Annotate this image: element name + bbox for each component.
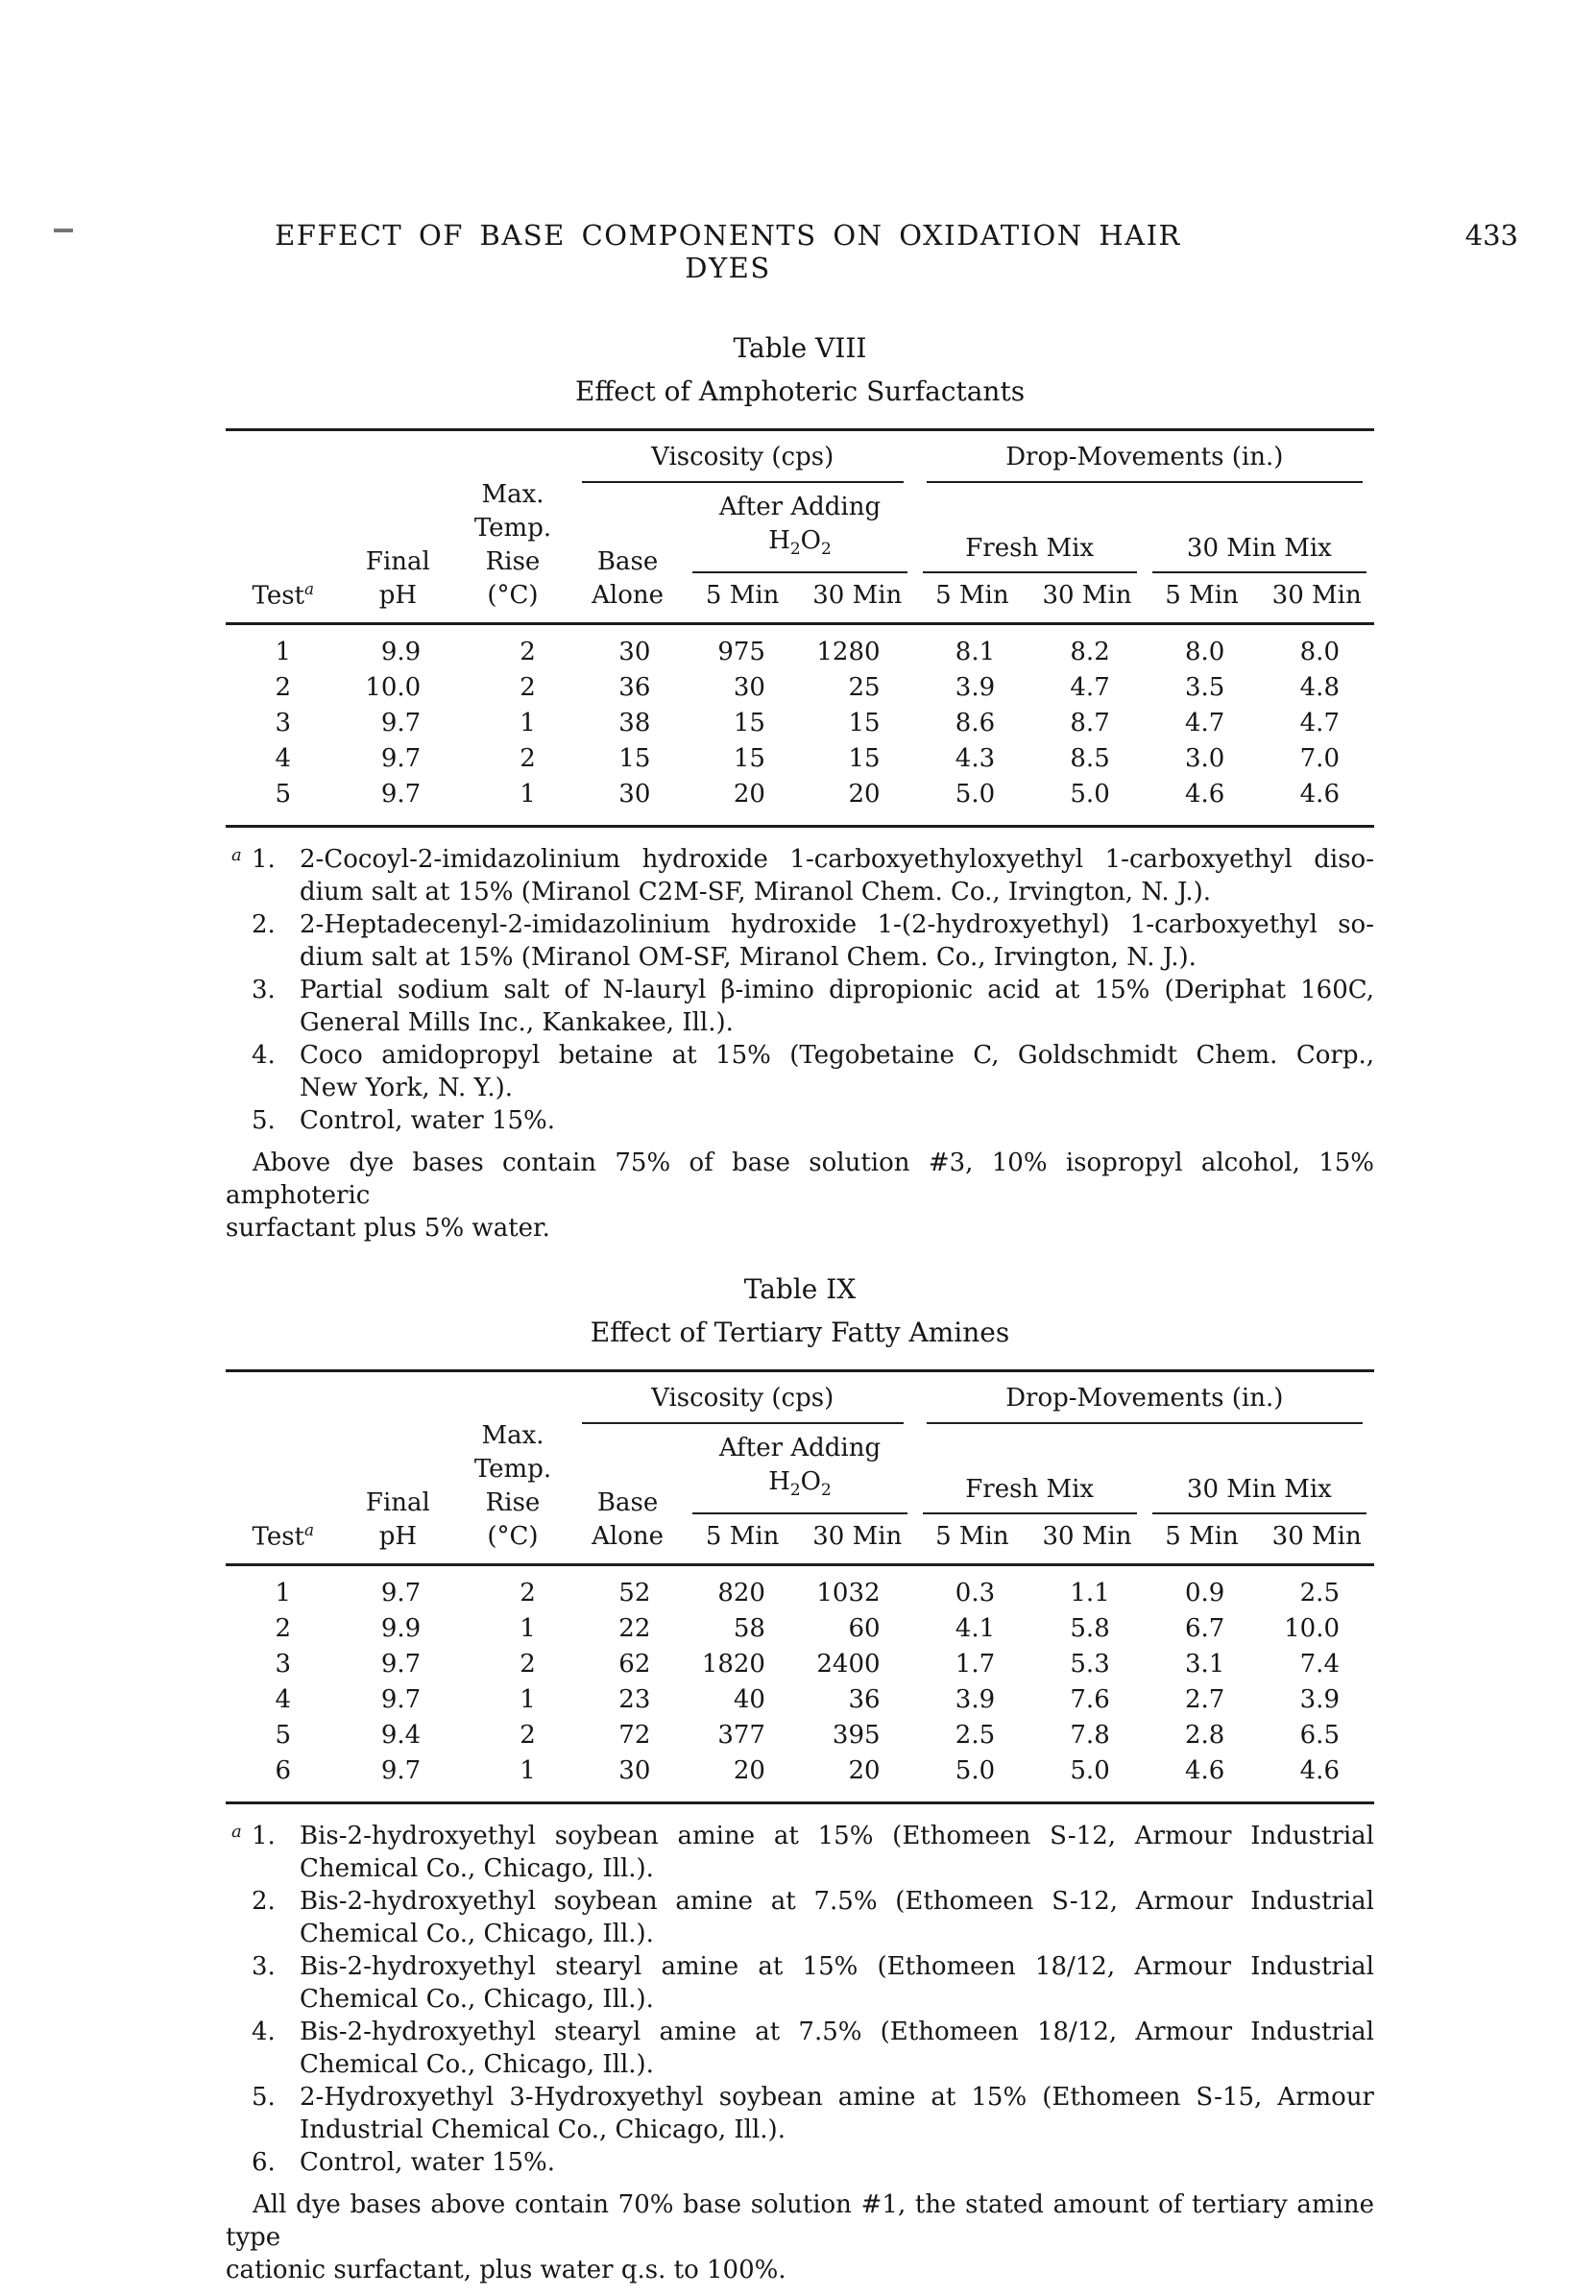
cell: 5 (275, 1721, 292, 1751)
cell: 7.4 (1299, 1650, 1340, 1680)
footnote-number: 2. (252, 1887, 276, 1917)
col-header-30mix-5min: 5 Min (1145, 573, 1260, 624)
col-header-final-ph: Final pH (341, 1371, 456, 1565)
table-row (226, 1647, 1374, 1682)
cell: 4.7 (1299, 709, 1340, 738)
cell: 60 (848, 1614, 881, 1644)
cell: 23 (618, 1685, 651, 1715)
cell: 2400 (816, 1650, 881, 1680)
footnote (226, 2146, 1374, 2179)
cell: 9.7 (380, 1579, 422, 1608)
col-header-visc-5min: 5 Min (685, 1514, 800, 1565)
cell: 4 (275, 744, 292, 774)
cell: 22 (618, 1614, 651, 1644)
table-ix (226, 1369, 1374, 1804)
cell: 2.7 (1184, 1685, 1225, 1715)
cell: 0.9 (1184, 1579, 1225, 1608)
cell: 9.9 (380, 638, 422, 667)
cell: 377 (717, 1721, 765, 1751)
cell: 8.0 (1299, 638, 1340, 667)
cell: 72 (618, 1721, 651, 1751)
cell: 2.8 (1184, 1721, 1225, 1751)
table-ix-subtitle: Effect of Tertiary Fatty Amines (590, 1317, 1010, 1349)
table-viii-note (226, 1147, 1374, 1245)
cell: 15 (618, 744, 651, 774)
group-header-drop-movements: Drop-Movements (in.) (915, 430, 1374, 484)
running-head-title: EFFECT OF BASE COMPONENTS ON OXIDATION HAIR DYES (275, 219, 1181, 284)
cell: 15 (733, 744, 765, 774)
subgroup-30-min-mix: 30 Min Mix (1145, 483, 1374, 573)
cell: 1280 (816, 638, 881, 667)
cell: 38 (618, 709, 651, 738)
cell: 2 (520, 1721, 536, 1751)
cell: 975 (717, 638, 765, 667)
footnote-number: 1. (252, 845, 276, 875)
table-ix-title: Table IX (743, 1273, 857, 1306)
footnote-line: Bis-2-hydroxyethyl stearyl amine at 7.5% (Ethomeen 18/12, Armour Industrial (300, 2018, 1374, 2047)
cell: 25 (848, 673, 881, 703)
cell: 6.7 (1184, 1614, 1225, 1644)
table-viii-subtitle: Effect of Amphoteric Surfactants (574, 375, 1026, 407)
col-header-base-alone: Base Alone (570, 483, 686, 624)
col-header-base-alone: Base Alone (570, 1424, 686, 1565)
footnote-line: 2-Heptadecenyl-2-imidazolinium hydroxide 1-(2-hydroxyethyl) 1-carboxyethyl so- (300, 910, 1374, 940)
footnote-number: 3. (252, 1952, 276, 1982)
cell: 3.9 (955, 1685, 996, 1715)
footnote (226, 2016, 1374, 2081)
cell: 8.0 (1184, 638, 1225, 667)
cell: 1 (520, 780, 536, 810)
footnote-marker: a (231, 1822, 242, 1843)
col-header-visc-5min: 5 Min (685, 573, 800, 624)
cell: 4.7 (1184, 709, 1225, 738)
cell: 4.6 (1299, 1756, 1340, 1786)
note-line: cationic surfactant, plus water q.s. to 100%. (226, 2256, 786, 2285)
cell: 15 (848, 709, 881, 738)
cell: 62 (618, 1650, 651, 1680)
cell: 10.0 (365, 673, 422, 703)
cell: 9.7 (380, 1685, 422, 1715)
table-row (226, 777, 1374, 827)
cell: 2 (520, 1650, 536, 1680)
group-header-viscosity: Viscosity (cps) (570, 1371, 915, 1425)
cell: 5.3 (1070, 1650, 1110, 1680)
note-line: Above dye bases contain 75% of base solution #3, 10% isopropyl alcohol, 15% amphoteric (226, 1148, 1374, 1211)
footnote-number: 4. (252, 1041, 276, 1071)
cell: 15 (848, 744, 881, 774)
footnote-line: Bis-2-hydroxyethyl soybean amine at 7.5% (Ethomeen S-12, Armour Industrial (300, 1887, 1374, 1917)
subgroup-30-min-mix: 30 Min Mix (1145, 1424, 1374, 1514)
footnote (226, 974, 1374, 1039)
cell: 3.9 (1299, 1685, 1340, 1715)
cell: 58 (733, 1614, 765, 1644)
cell: 20 (733, 780, 765, 810)
cell: 7.0 (1299, 744, 1340, 774)
cell: 9.7 (380, 780, 422, 810)
cell: 4.6 (1184, 1756, 1225, 1786)
cell: 2 (520, 744, 536, 774)
table-viii-footnotes (226, 843, 1374, 1137)
cell: 5.0 (955, 1756, 996, 1786)
cell: 52 (618, 1579, 651, 1608)
cell: 36 (618, 673, 651, 703)
running-head (226, 219, 1518, 284)
cell: 1.1 (1070, 1579, 1110, 1608)
cell: 30 (733, 673, 765, 703)
footnote-line: Coco amidopropyl betaine at 15% (Tegobetaine C, Goldschmidt Chem. Corp., (300, 1041, 1374, 1071)
cell: 1032 (816, 1579, 881, 1608)
footnote-line: General Mills Inc., Kankakee, Ill.). (300, 1008, 734, 1038)
footnote-line: Control, water 15%. (300, 2148, 556, 2178)
cell: 9.7 (380, 709, 422, 738)
scan-stray-mark (54, 229, 73, 232)
footnote-line: Chemical Co., Chicago, Ill.). (300, 1920, 654, 1949)
footnote (226, 1950, 1374, 2016)
table-row (226, 1718, 1374, 1753)
note-line: surfactant plus 5% water. (226, 1214, 550, 1244)
footnote-number: 5. (252, 2083, 276, 2113)
cell: 8.7 (1070, 709, 1110, 738)
subgroup-fresh-mix: Fresh Mix (915, 483, 1145, 573)
table-viii-section (226, 332, 1374, 1245)
cell: 2 (520, 673, 536, 703)
table-ix-body (226, 1565, 1374, 1803)
col-header-30mix-5min: 5 Min (1145, 1514, 1260, 1565)
cell: 4.7 (1070, 673, 1110, 703)
cell: 4.8 (1299, 673, 1340, 703)
col-header-30mix-30min: 30 Min (1259, 1514, 1374, 1565)
table-row (226, 1611, 1374, 1647)
footnote-number: 2. (252, 910, 276, 940)
cell: 9.7 (380, 1756, 422, 1786)
col-header-fresh-30min: 30 Min (1029, 1514, 1145, 1565)
cell: 1 (520, 709, 536, 738)
footnote (226, 843, 1374, 908)
footnote-line: 2-Cocoyl-2-imidazolinium hydroxide 1-carboxyethyloxyethyl 1-carboxyethyl diso- (300, 845, 1374, 875)
table-row (226, 1682, 1374, 1718)
col-header-fresh-30min: 30 Min (1029, 573, 1145, 624)
cell: 5 (275, 780, 292, 810)
group-header-drop-movements: Drop-Movements (in.) (915, 1371, 1374, 1425)
cell: 5.0 (1070, 780, 1110, 810)
cell: 2 (520, 1579, 536, 1608)
footnote (226, 2081, 1374, 2146)
subgroup-fresh-mix: Fresh Mix (915, 1424, 1145, 1514)
footnote-line: Industrial Chemical Co., Chicago, Ill.). (300, 2115, 786, 2145)
footnote-line: Chemical Co., Chicago, Ill.). (300, 2050, 654, 2080)
table-ix-note (226, 2188, 1374, 2286)
table-viii-title: Table VIII (733, 332, 867, 364)
table-ix-header (226, 1371, 1374, 1565)
cell: 0.3 (955, 1579, 996, 1608)
cell: 40 (733, 1685, 765, 1715)
col-header-test: Test$^a$ (226, 1371, 341, 1565)
subgroup-after-adding-h2o2: After Adding $H_2O_2$ (685, 1424, 914, 1514)
cell: 4.1 (955, 1614, 996, 1644)
footnote-line: dium salt at 15% (Miranol C2M-SF, Miranol Chem. Co., Irvington, N. J.). (300, 878, 1212, 907)
footnote-line: Chemical Co., Chicago, Ill.). (300, 1854, 654, 1884)
cell: 3.9 (955, 673, 996, 703)
table-viii (226, 428, 1374, 828)
table-viii-header (226, 430, 1374, 624)
cell: 9.4 (380, 1721, 422, 1751)
page-number: 433 (1464, 219, 1518, 252)
footnote-line: Control, water 15%. (300, 1106, 556, 1136)
cell: 9.9 (380, 1614, 422, 1644)
cell: 2 (275, 673, 292, 703)
cell: 2 (275, 1614, 292, 1644)
footnote-line: dium salt at 15% (Miranol OM-SF, Miranol Chem. Co., Irvington, N. J.). (300, 943, 1197, 973)
cell: 5.8 (1070, 1614, 1110, 1644)
cell: 3 (275, 709, 292, 738)
cell: 1820 (701, 1650, 765, 1680)
note-line: All dye bases above contain 70% base solution #1, the stated amount of tertiary amine type (226, 2190, 1374, 2253)
table-row (226, 624, 1374, 671)
cell: 4.6 (1299, 780, 1340, 810)
cell: 2 (520, 638, 536, 667)
col-header-test: Test$^a$ (226, 430, 341, 624)
cell: 30 (618, 1756, 651, 1786)
cell: 1 (275, 638, 292, 667)
footnote-line: Bis-2-hydroxyethyl stearyl amine at 15% (Ethomeen 18/12, Armour Industrial (300, 1952, 1374, 1982)
cell: 2.5 (955, 1721, 996, 1751)
cell: 3 (275, 1650, 292, 1680)
footnote-number: 6. (252, 2148, 276, 2178)
cell: 4 (275, 1685, 292, 1715)
col-header-visc-30min: 30 Min (800, 1514, 915, 1565)
cell: 1 (520, 1685, 536, 1715)
cell: 20 (733, 1756, 765, 1786)
col-header-final-ph: Final pH (341, 430, 456, 624)
cell: 20 (848, 1756, 881, 1786)
col-header-max-temp-rise: Max. Temp. Rise (°C) (455, 430, 570, 624)
cell: 20 (848, 780, 881, 810)
cell: 7.8 (1070, 1721, 1110, 1751)
cell: 36 (848, 1685, 881, 1715)
footnote-number: 4. (252, 2018, 276, 2047)
cell: 10.0 (1284, 1614, 1340, 1644)
cell: 8.6 (955, 709, 996, 738)
cell: 7.6 (1070, 1685, 1110, 1715)
cell: 820 (717, 1579, 765, 1608)
footnote (226, 908, 1374, 974)
col-header-30mix-30min: 30 Min (1259, 573, 1374, 624)
cell: 1 (275, 1579, 292, 1608)
cell: 1 (520, 1614, 536, 1644)
footnote (226, 1820, 1374, 1885)
cell: 8.1 (955, 638, 996, 667)
cell: 9.7 (380, 744, 422, 774)
cell: 1.7 (955, 1650, 996, 1680)
table-row (226, 706, 1374, 741)
footnote-number: 1. (252, 1822, 276, 1851)
footnote-number: 5. (252, 1106, 276, 1136)
cell: 4.3 (955, 744, 996, 774)
cell: 3.1 (1184, 1650, 1225, 1680)
footnote-number: 3. (252, 976, 276, 1005)
table-row (226, 1565, 1374, 1612)
table-row (226, 670, 1374, 706)
footnote-marker: a (231, 845, 242, 866)
subgroup-after-adding-h2o2: After Adding $H_2O_2$ (685, 483, 914, 573)
footnote-line: Bis-2-hydroxyethyl soybean amine at 15% (Ethomeen S-12, Armour Industrial (300, 1822, 1374, 1851)
footnote (226, 1104, 1374, 1137)
table-viii-body (226, 624, 1374, 827)
cell: 3.5 (1184, 673, 1225, 703)
cell: 1 (520, 1756, 536, 1786)
cell: 8.5 (1070, 744, 1110, 774)
cell: 8.2 (1070, 638, 1110, 667)
cell: 5.0 (1070, 1756, 1110, 1786)
col-header-fresh-5min: 5 Min (915, 1514, 1030, 1565)
footnote-line: 2-Hydroxyethyl 3-Hydroxyethyl soybean amine at 15% (Ethomeen S-15, Armour (300, 2083, 1374, 2113)
cell: 395 (832, 1721, 881, 1751)
cell: 3.0 (1184, 744, 1225, 774)
table-row (226, 741, 1374, 777)
cell: 4.6 (1184, 780, 1225, 810)
col-header-fresh-5min: 5 Min (915, 573, 1030, 624)
page-content (226, 219, 1518, 2286)
cell: 9.7 (380, 1650, 422, 1680)
table-ix-section (226, 1273, 1374, 2286)
footnote-line: Chemical Co., Chicago, Ill.). (300, 1985, 654, 2015)
cell: 30 (618, 638, 651, 667)
footnote-line: New York, N. Y.). (300, 1074, 514, 1103)
cell: 2.5 (1299, 1579, 1340, 1608)
cell: 6 (275, 1756, 292, 1786)
footnote (226, 1039, 1374, 1104)
col-header-visc-30min: 30 Min (800, 573, 915, 624)
table-ix-footnotes (226, 1820, 1374, 2179)
cell: 30 (618, 780, 651, 810)
cell: 6.5 (1299, 1721, 1340, 1751)
cell: 5.0 (955, 780, 996, 810)
table-row (226, 1753, 1374, 1803)
footnote-line: Partial sodium salt of N-lauryl β-imino dipropionic acid at 15% (Deriphat 160C, (300, 976, 1374, 1005)
cell: 15 (733, 709, 765, 738)
footnote (226, 1885, 1374, 1950)
group-header-viscosity: Viscosity (cps) (570, 430, 915, 484)
col-header-max-temp-rise: Max. Temp. Rise (°C) (455, 1371, 570, 1565)
